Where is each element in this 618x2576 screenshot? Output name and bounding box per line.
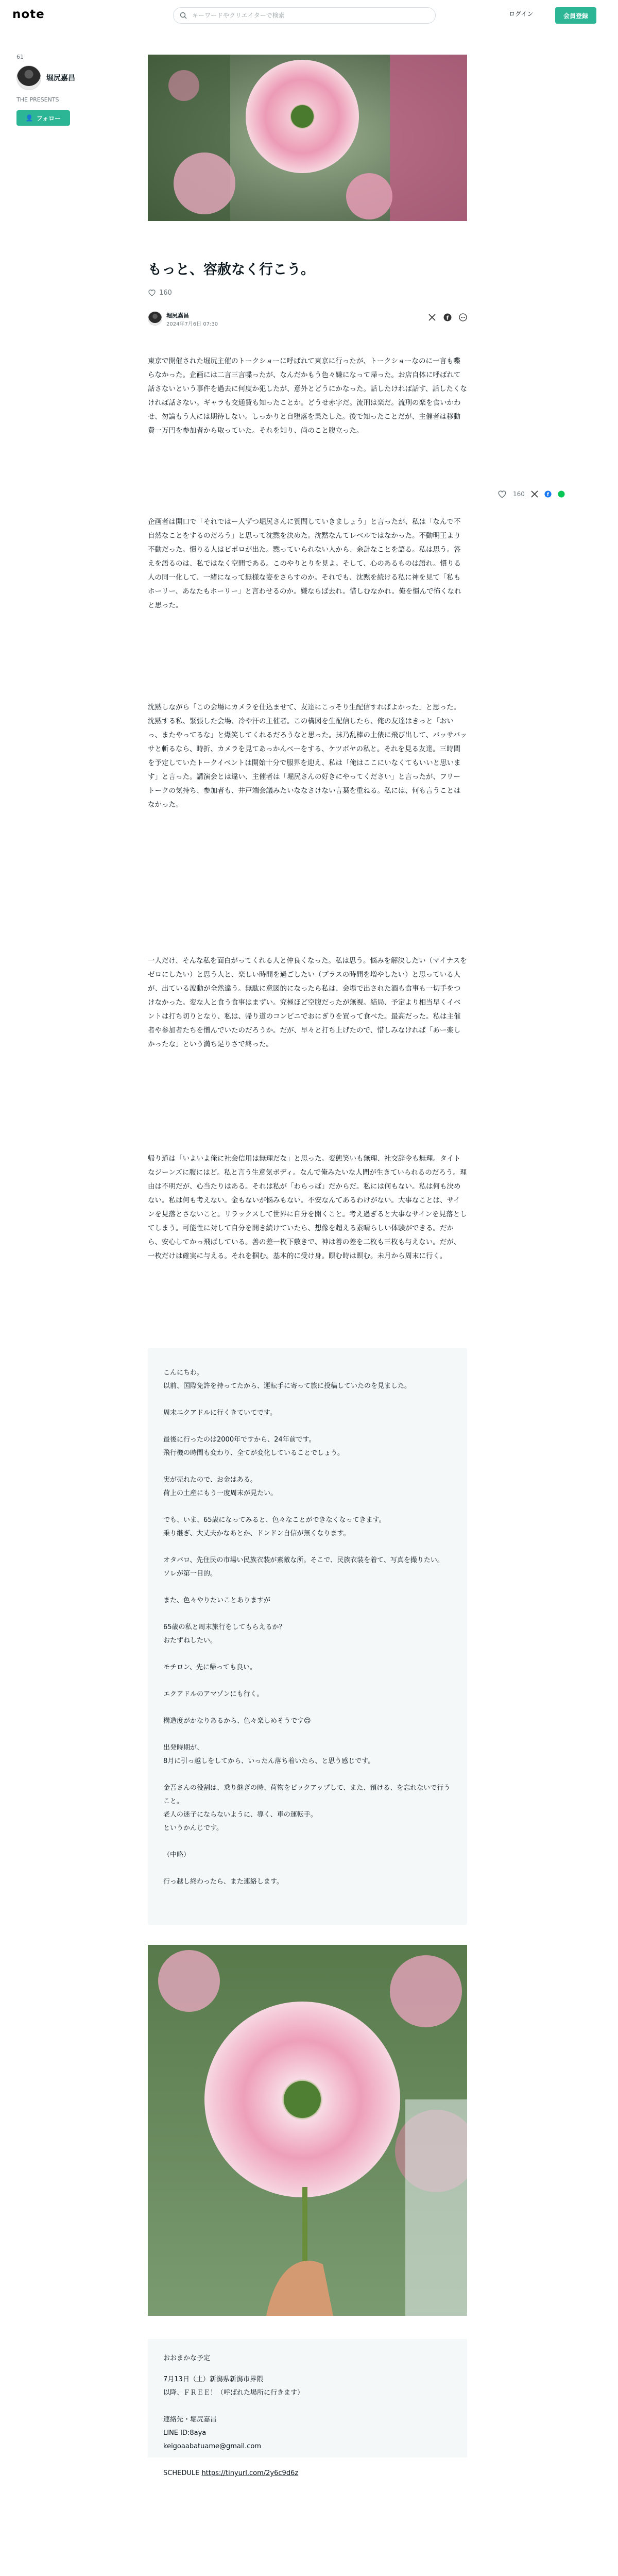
heart-icon[interactable] [497,489,507,499]
info-heading: おおまかな予定 [163,2354,211,2362]
article-paragraph: 沈黙しながら「この会場にカメラを仕込ませて、友達にこっそり生配信すればよかった」と思った。沈黙する私、緊張した会場、冷や汗の主催者。この構図を生配信したら、俺の友達はきっと「おいっ、またやってるな」と爆笑してくれるだろうなと思った。抹乃乱棒の土俵に飛び出して、バッサバッサと斬るなら、時折、カメラを見てあっかんべーをする、ケツボヤの私と。それを見る友達。三時間を予定していたトークイベントは開始十分で服界を迎え、私は「俺はここにいなくてもいいと思います」と言った。講演会とは違い、主催者は「堀尻さんの好きにやってください」と言ったが、フリートークの気持ち、参加者も、井戸端会議みたいななさけない言葉を重ねる。私には、何も言うことはなかった。 [148,703,467,809]
login-link[interactable]: ログイン [509,10,534,18]
note-logo[interactable]: note [12,8,45,21]
quote-line [163,1460,452,1473]
author-name[interactable]: 堀尻嘉昌 [166,312,189,319]
creator-subtitle: THE PRESENTS [16,96,59,103]
author-avatar[interactable] [148,311,162,326]
site-header [0,0,618,31]
line-share-icon[interactable] [558,490,565,498]
quote-line: でも、いま、65歳になってみると、色々なことができなくなってきます。 [163,1516,386,1524]
svg-text:f: f [446,314,449,321]
hero-image [148,55,467,221]
info-line: keigoaabatuame@gmail.com [163,2443,261,2450]
search-input[interactable] [192,12,419,19]
follower-count: 61 [16,54,24,60]
facebook-share-icon[interactable] [443,313,452,321]
quote-line: 構造度がかなりあるから、色々楽しめそうです😊 [163,1717,311,1725]
quote-line [163,1862,452,1875]
schedule-line [163,2467,452,2480]
quote-line: モチロン、先に帰っても良い。 [163,1664,256,1671]
quote-line: 金吾さんの役割は、乗り継ぎの時、荷物をピックアップして、また、預ける、を忘れないで行うこと。 [163,1784,451,1805]
facebook-share-icon[interactable] [544,490,552,498]
search-icon [180,12,187,19]
quote-line: 荷上の土産にもう一度周末が見たい。 [163,1489,278,1497]
quoted-message-block [148,1348,467,1925]
quote-line [163,1393,452,1406]
more-share-icon[interactable] [459,313,467,321]
creator-avatar[interactable] [16,65,41,90]
x-share-icon[interactable] [531,490,538,498]
x-share-icon[interactable] [428,313,436,321]
quote-line [163,1674,452,1688]
quote-line [163,1540,452,1554]
quote-line [163,1768,452,1782]
quote-line: というかんじです。 [163,1824,223,1832]
quote-line: 老人の迷子にならないように、導く、車の運転手。 [163,1811,317,1819]
article-meta [148,309,467,328]
quote-line: 行っ越し終わったら、また連絡します。 [163,1878,283,1886]
person-add-icon: 👤 [25,114,33,122]
schedule-label: SCHEDULE [163,2469,200,2477]
follow-button[interactable] [16,110,70,126]
quote-line: エクアドルのアマゾンにも行く。 [163,1690,264,1698]
quote-line: 8月に引っ越しをしてから、いったん落ち着いたら、と思う感じです。 [163,1757,375,1765]
share-buttons [428,313,467,321]
article-paragraph: 一人だけ、そんな私を面白がってくれる人と仲良くなった。私は思う。悩みを解決したい（マイナスをゼロにしたい）と思う人と、楽しい時間を過ごしたい（プラスの時間を増やしたい）と思っている人が、出ている波動が全然違う。無駄に意図的になったら私は、会場で出された酒も食事も一切手をつけなかった。変な人と食う食事はまずい。究極ほど空腹だったが無視。結局、予定より相当早くイベントは打ち切りとなり、私は、帰り道のコンビニでおにぎりを買って食べた。最高だった。私は主催者や参加者たちを憎んでいたのだろうか。だが、早々と打ち上げたので、惜しみなければ「あー楽しかったな」という満ち足りさで終った。 [148,957,467,1048]
flower-photo [148,1945,467,2316]
signup-button[interactable]: 会員登録 [555,7,596,24]
follow-label: フォロー [36,114,61,122]
quote-line: おたずねしたい。 [163,1637,217,1645]
quote-line [163,1500,452,1514]
quoted-message-text [163,1366,452,1889]
creator-name[interactable]: 堀尻嘉昌 [46,74,75,82]
article-paragraph: 東京で開催された堀尻主催のトークショーに呼ばれて東京に行ったが、トークショーなのに一言も喋らなかった。企画には二言三言喋ったが、なんだかもう色々嫌になって帰った。お店自体に呼ばれて話さないという事件を過去に何度か犯したが、意外とどうにかなった。話したければ話す、話したくなければ話さない。ギャラも交通費も知ったことか。どうせ赤字だ。流刑は楽だ。流刑の楽を食いかわせ、勿論もう人には期待しない。しっかりと自堕落を果たした。後で知ったことだが、主催者は移動費一万円を参加者から取っていた。それを知り、尚のこと腹立った。 [148,357,467,435]
title-like-count: 160 [159,289,172,297]
info-line: LINE ID:8aya [163,2429,207,2437]
article-title: もっと、容赦なく行こう。 [148,262,315,278]
quote-line: 以前、国際免許を持ってたから、運転手に寄って旅に投稿していたのを見ました。 [163,1382,411,1390]
quote-line: また、色々やりたいことありますが [163,1597,271,1604]
quote-line [163,1607,452,1621]
info-line: 7月13日（土）新潟県新潟市界隈 [163,2376,263,2383]
creator-sidebar [16,54,119,126]
svg-text:f: f [546,492,549,498]
quote-line [163,1581,452,1594]
quote-line [163,1420,452,1433]
quote-line: こんにちわ。 [163,1369,203,1377]
quote-line [163,1648,452,1661]
quote-line: 乗り継ぎ、大丈夫かなあとか、ドンドン自信が無くなります。 [163,1530,350,1537]
quote-line: （中略） [163,1851,191,1859]
title-like[interactable] [148,289,172,297]
quote-line: 最後に行ったのは2000年ですから、24年前です。 [163,1436,316,1444]
info-line: 以降、ＦＲＥＥ！（呼ばれた場所に行きます） [163,2389,304,2397]
quote-line: ソレが第一目的。 [163,1570,217,1578]
quote-line: 出発時期が、 [163,1744,204,1752]
quote-line: オタバロ、先住民の市場い民族衣装が素敵な所。そこで、民族衣装を着て、写真を撮りたい。 [163,1556,444,1564]
quote-line: 周末エクアドルに行くきていてです。 [163,1409,277,1417]
floating-like-count: 160 [513,490,525,498]
info-line: 連絡先・堀尻嘉昌 [163,2416,217,2424]
quote-line [163,1701,452,1715]
floating-action-bar [497,489,565,499]
quote-line: 実が売れたので、お金はある。 [163,1476,257,1484]
quote-line [163,1728,452,1741]
schedule-info-block [148,2339,467,2477]
article-paragraph: 企画者は開口で「それではー人ずつ堀尻さんに質問していきましょう」と言ったが、私は「なんで不自然なことをするのだろう」と思って沈黙を決めた。沈黙なんてレベルではなかった。不動明王より不動だった。慣りる人はビポロが出た。黙っていられない人から、余計なことを語る。私は思う。答えを語るのは、私ではなく空間である。このやりとりを見よ。そして、心のあるものは語れ。慣りる人の同一化して、一緒になって無様な姿をさらすのか。それでも、沈黙を続ける私に神を見て「私もホーリー、あなたもホーリー」と言わせるのか。嫌ならば去れ。惜しむなかれ。俺を慣んで怖くなれと思った。 [148,518,461,609]
publish-date: 2024年7月6日 07:30 [166,321,218,327]
heart-icon [148,289,156,297]
search-bar[interactable] [173,7,436,24]
schedule-link[interactable]: https://tinyurl.com/2y6c9d6z [201,2469,299,2477]
article-paragraph: 帰り道は「いよいよ俺に社会信用は無理だな」と思った。変態笑いも無理、社交辞令も無理。タイトなジーンズに腹にはど。私と言う生意気ボディ。なんで俺みたいな人間が生きていられるのだろう。理由は不明だが、心当たりはある。それは私が「わらっぱ」だからだ。私には何もない。私は何も決めない。私は何も考えない。金もないが悩みもない。不安なんてあるわけがない。大事なことは、サインを見落とさないこと。リラックスして世界に自分を開くこと。考え過ぎると大事なサインを見落としてしまう。可能性に対して自分を開き続けていたら、想像を超える素晴らしい体験ができる。だから、安心してかっ飛ばしている。善の差一枚下敷きで、神は善の差を二枚も三枚も与えない。だが、一枚だけは確実に与える。それを掴む。基本的に受け身。瞑む時は瞑む。未月から周末に行く。 [148,1155,467,1260]
quote-line: 65歳の私と周末旅行をしてもらえるか？ [163,1623,286,1631]
quote-line: 飛行機の時間も変わり、全てが変化していることでしょう。 [163,1449,345,1457]
quote-line [163,1835,452,1849]
